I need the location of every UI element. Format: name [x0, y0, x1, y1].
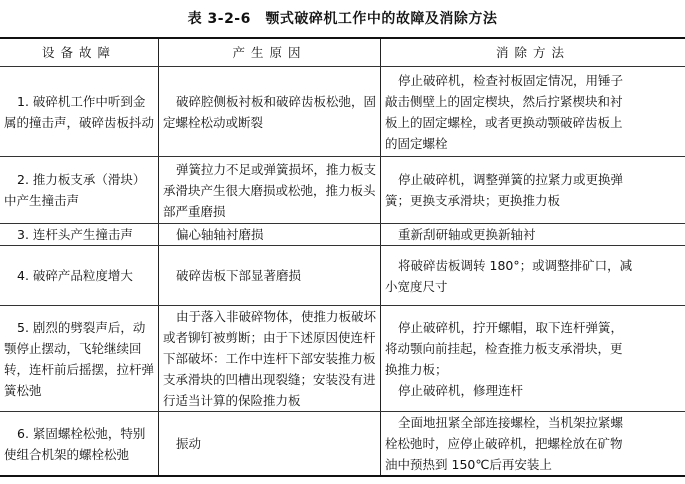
remedy-text-line: 板上的固定螺栓，或者更换动颚破碎齿板上 [385, 114, 623, 130]
cell-fault [0, 224, 159, 246]
table-row [0, 157, 685, 224]
remedy-text-line: 全面地扭紧全部连接螺栓，当机架拉紧螺 [398, 415, 624, 430]
fault-text-line: 颚停止摆动，飞轮继续回 [4, 340, 142, 356]
cell-remedy [381, 67, 685, 157]
remedy-text-line: 重新刮研轴或更换新轴衬 [398, 227, 536, 242]
fault-text-line: 2. 推力板支承（滑块） [17, 172, 146, 187]
fault-text-line: 中产生撞击声 [4, 193, 80, 208]
cell-cause [159, 157, 381, 224]
cell-remedy [381, 306, 685, 412]
fault-text-line: 属的撞击声，破碎齿板抖动 [4, 114, 155, 130]
remedy-text-line: 停止破碎机，调整弹簧的拉紧力或更换弹 [398, 172, 624, 187]
cause-text-line: 破碎齿板下部显著磨损 [176, 268, 302, 283]
remedy-text-line: 的固定螺栓 [385, 135, 448, 151]
table-row [0, 246, 685, 306]
cause-text-line: 或者铆钉被剪断；由于下述原因使连杆 [163, 330, 376, 345]
remedy-text-line: 栓松弛时，应停止破碎机，把螺栓放在矿物 [385, 436, 623, 451]
remedy-text-line: 停止破碎机，拧开螺帽，取下连杆弹簧， [398, 319, 624, 335]
remedy-text-line: 小宽度尺寸 [385, 278, 448, 294]
cause-text-line: 偏心轴轴衬磨损 [176, 227, 264, 242]
cell-cause [159, 306, 381, 412]
fault-text-line: 簧松弛 [4, 382, 42, 398]
cell-cause [159, 67, 381, 157]
cause-text-line: 定螺栓松动或断裂 [163, 114, 264, 130]
cause-text-line: 由于落入非破碎物体，使推力板破坏 [176, 309, 377, 324]
cause-text-line: 支承滑块的凹槽出现裂缝；安装没有进 [163, 372, 376, 387]
cause-text-line: 振动 [176, 436, 202, 451]
remedy-text-line: 停止破碎机，修理连杆 [398, 382, 524, 398]
remedy-text-line: 油中预热到 150℃后再安装上 [385, 457, 552, 472]
cause-text-line: 承滑块产生很大磨损或松弛，推力板头 [163, 182, 376, 198]
remedy-text-line: 换推力板； [385, 361, 448, 377]
cell-remedy [381, 224, 685, 246]
table-row [0, 224, 685, 246]
fault-text-line: 4. 破碎产品粒度增大 [17, 268, 133, 283]
remedy-text-line: 将动颚向前挂起，检查推力板支承滑块，更 [385, 340, 623, 356]
table-row [0, 67, 685, 157]
cell-remedy [381, 157, 685, 224]
cause-text-line: 部严重磨损 [163, 203, 226, 219]
cell-remedy [381, 246, 685, 306]
fault-text-line: 1. 破碎机工作中听到金 [17, 93, 146, 109]
table-header-row [0, 38, 685, 67]
cause-text-line: 弹簧拉力不足或弹簧损坏，推力板支 [176, 161, 377, 177]
header-fault: 设备故障 [0, 38, 159, 67]
remedy-text-line: 敲击侧壁上的固定楔块，然后拧紧楔块和衬 [385, 93, 623, 109]
header-cause: 产生原因 [159, 38, 381, 67]
table-body [0, 67, 685, 477]
fault-text-line: 转，连杆前后摇摆，拉杆弹 [4, 361, 155, 377]
cell-cause [159, 224, 381, 246]
table-row [0, 306, 685, 412]
fault-text-line: 5. 剧烈的劈裂声后，动 [17, 319, 146, 335]
cause-text-line: 下部破坏：工作中连杆下部安装推力板 [163, 351, 376, 366]
remedy-text-line: 将破碎齿板调转 180°；或调整排矿口，减 [398, 257, 633, 273]
cell-fault [0, 157, 159, 224]
cause-text-line: 破碎腔侧板衬板和破碎齿板松弛，固 [176, 93, 377, 109]
cell-fault [0, 67, 159, 157]
table-row [0, 412, 685, 477]
cell-cause [159, 412, 381, 477]
cell-fault [0, 306, 159, 412]
fault-table [0, 37, 685, 477]
cell-fault [0, 412, 159, 477]
cell-cause [159, 246, 381, 306]
header-remedy: 消除方法 [381, 38, 685, 67]
fault-text-line: 6. 紧固螺栓松弛，特别 [17, 425, 146, 441]
remedy-text-line: 停止破碎机，检查衬板固定情况，用锤子 [398, 72, 624, 88]
remedy-text-line: 簧；更换支承滑块；更换推力板 [385, 193, 561, 208]
fault-text-line: 3. 连杆头产生撞击声 [17, 227, 133, 242]
cell-fault [0, 246, 159, 306]
cell-remedy [381, 412, 685, 477]
fault-text-line: 使组合机架的螺栓松弛 [4, 446, 130, 462]
cause-text-line: 行适当计算的保险推力板 [163, 393, 301, 408]
table-title: 表 3-2-6 颚式破碎机工作中的故障及消除方法 [187, 11, 498, 27]
